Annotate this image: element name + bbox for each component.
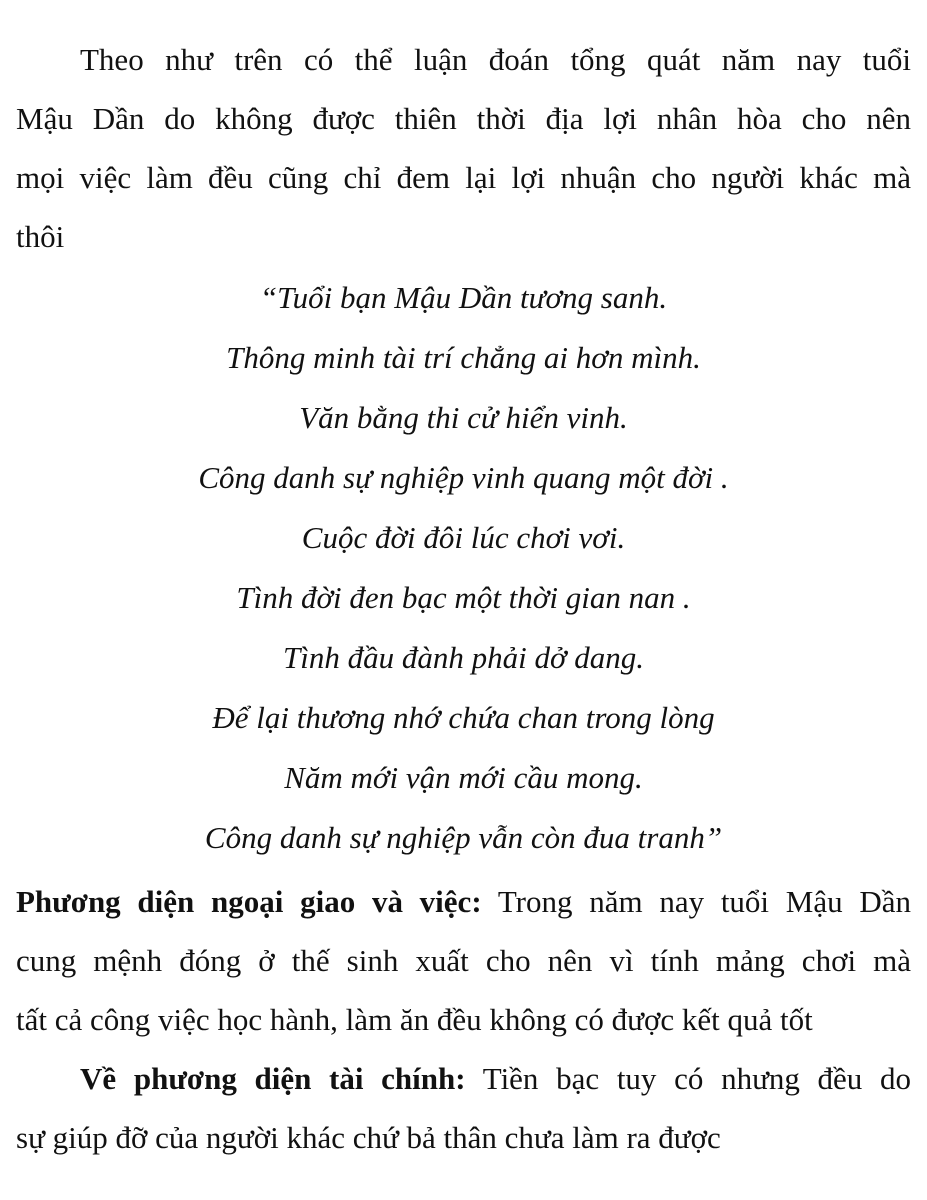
paragraph-line: Mậu Dần do không được thiên thời địa lợi nhân hòa cho nên: [16, 101, 911, 136]
paragraph-line: [16, 872, 911, 931]
paragraph-line: cung mệnh đóng ở thế sinh xuất cho nên vì tính mảng chơi mà: [16, 943, 911, 978]
poem-line: Cuộc đời đôi lúc chơi vơi.: [301, 520, 626, 555]
poem-line: Công danh sự nghiệp vẫn còn đua tranh”: [204, 820, 723, 855]
section-heading: Phương diện ngoại giao và việc:: [16, 884, 482, 919]
poem-line: “Tuổi bạn Mậu Dần tương sanh.: [259, 280, 668, 315]
paragraph-text: Trong năm nay tuổi Mậu Dần: [481, 884, 911, 919]
poem-block: [0, 268, 927, 868]
paragraph-line: Theo như trên có thể luận đoán tổng quát năm nay tuổi: [80, 42, 911, 77]
paragraph-line: thôi: [16, 219, 65, 254]
poem-line: Văn bằng thi cử hiển vinh.: [299, 400, 628, 435]
finance-paragraph: [16, 1049, 911, 1167]
paragraph-line: [16, 1049, 911, 1108]
intro-paragraph: [16, 30, 911, 266]
paragraph-line: tất cả công việc học hành, làm ăn đều không có được kết quả tốt: [16, 1002, 813, 1037]
poem-line: Thông minh tài trí chẳng ai hơn mình.: [226, 340, 701, 375]
poem-line: Tình đầu đành phải dở dang.: [282, 640, 644, 675]
diplomacy-work-paragraph: [16, 872, 911, 1049]
poem-line: Để lại thương nhớ chứa chan trong lòng: [212, 700, 715, 735]
poem-line: Năm mới vận mới cầu mong.: [284, 760, 643, 795]
paragraph-text: Tiền bạc tuy có nhưng đều do: [465, 1061, 911, 1096]
section-heading: Về phương diện tài chính:: [80, 1061, 466, 1096]
poem-line: Tình đời đen bạc một thời gian nan .: [236, 580, 691, 615]
paragraph-line: mọi việc làm đều cũng chỉ đem lại lợi nhuận cho người khác mà: [16, 160, 911, 195]
paragraph-line: sự giúp đỡ của người khác chứ bả thân chưa làm ra được: [16, 1120, 721, 1155]
poem-line: Công danh sự nghiệp vinh quang một đời .: [198, 460, 729, 495]
